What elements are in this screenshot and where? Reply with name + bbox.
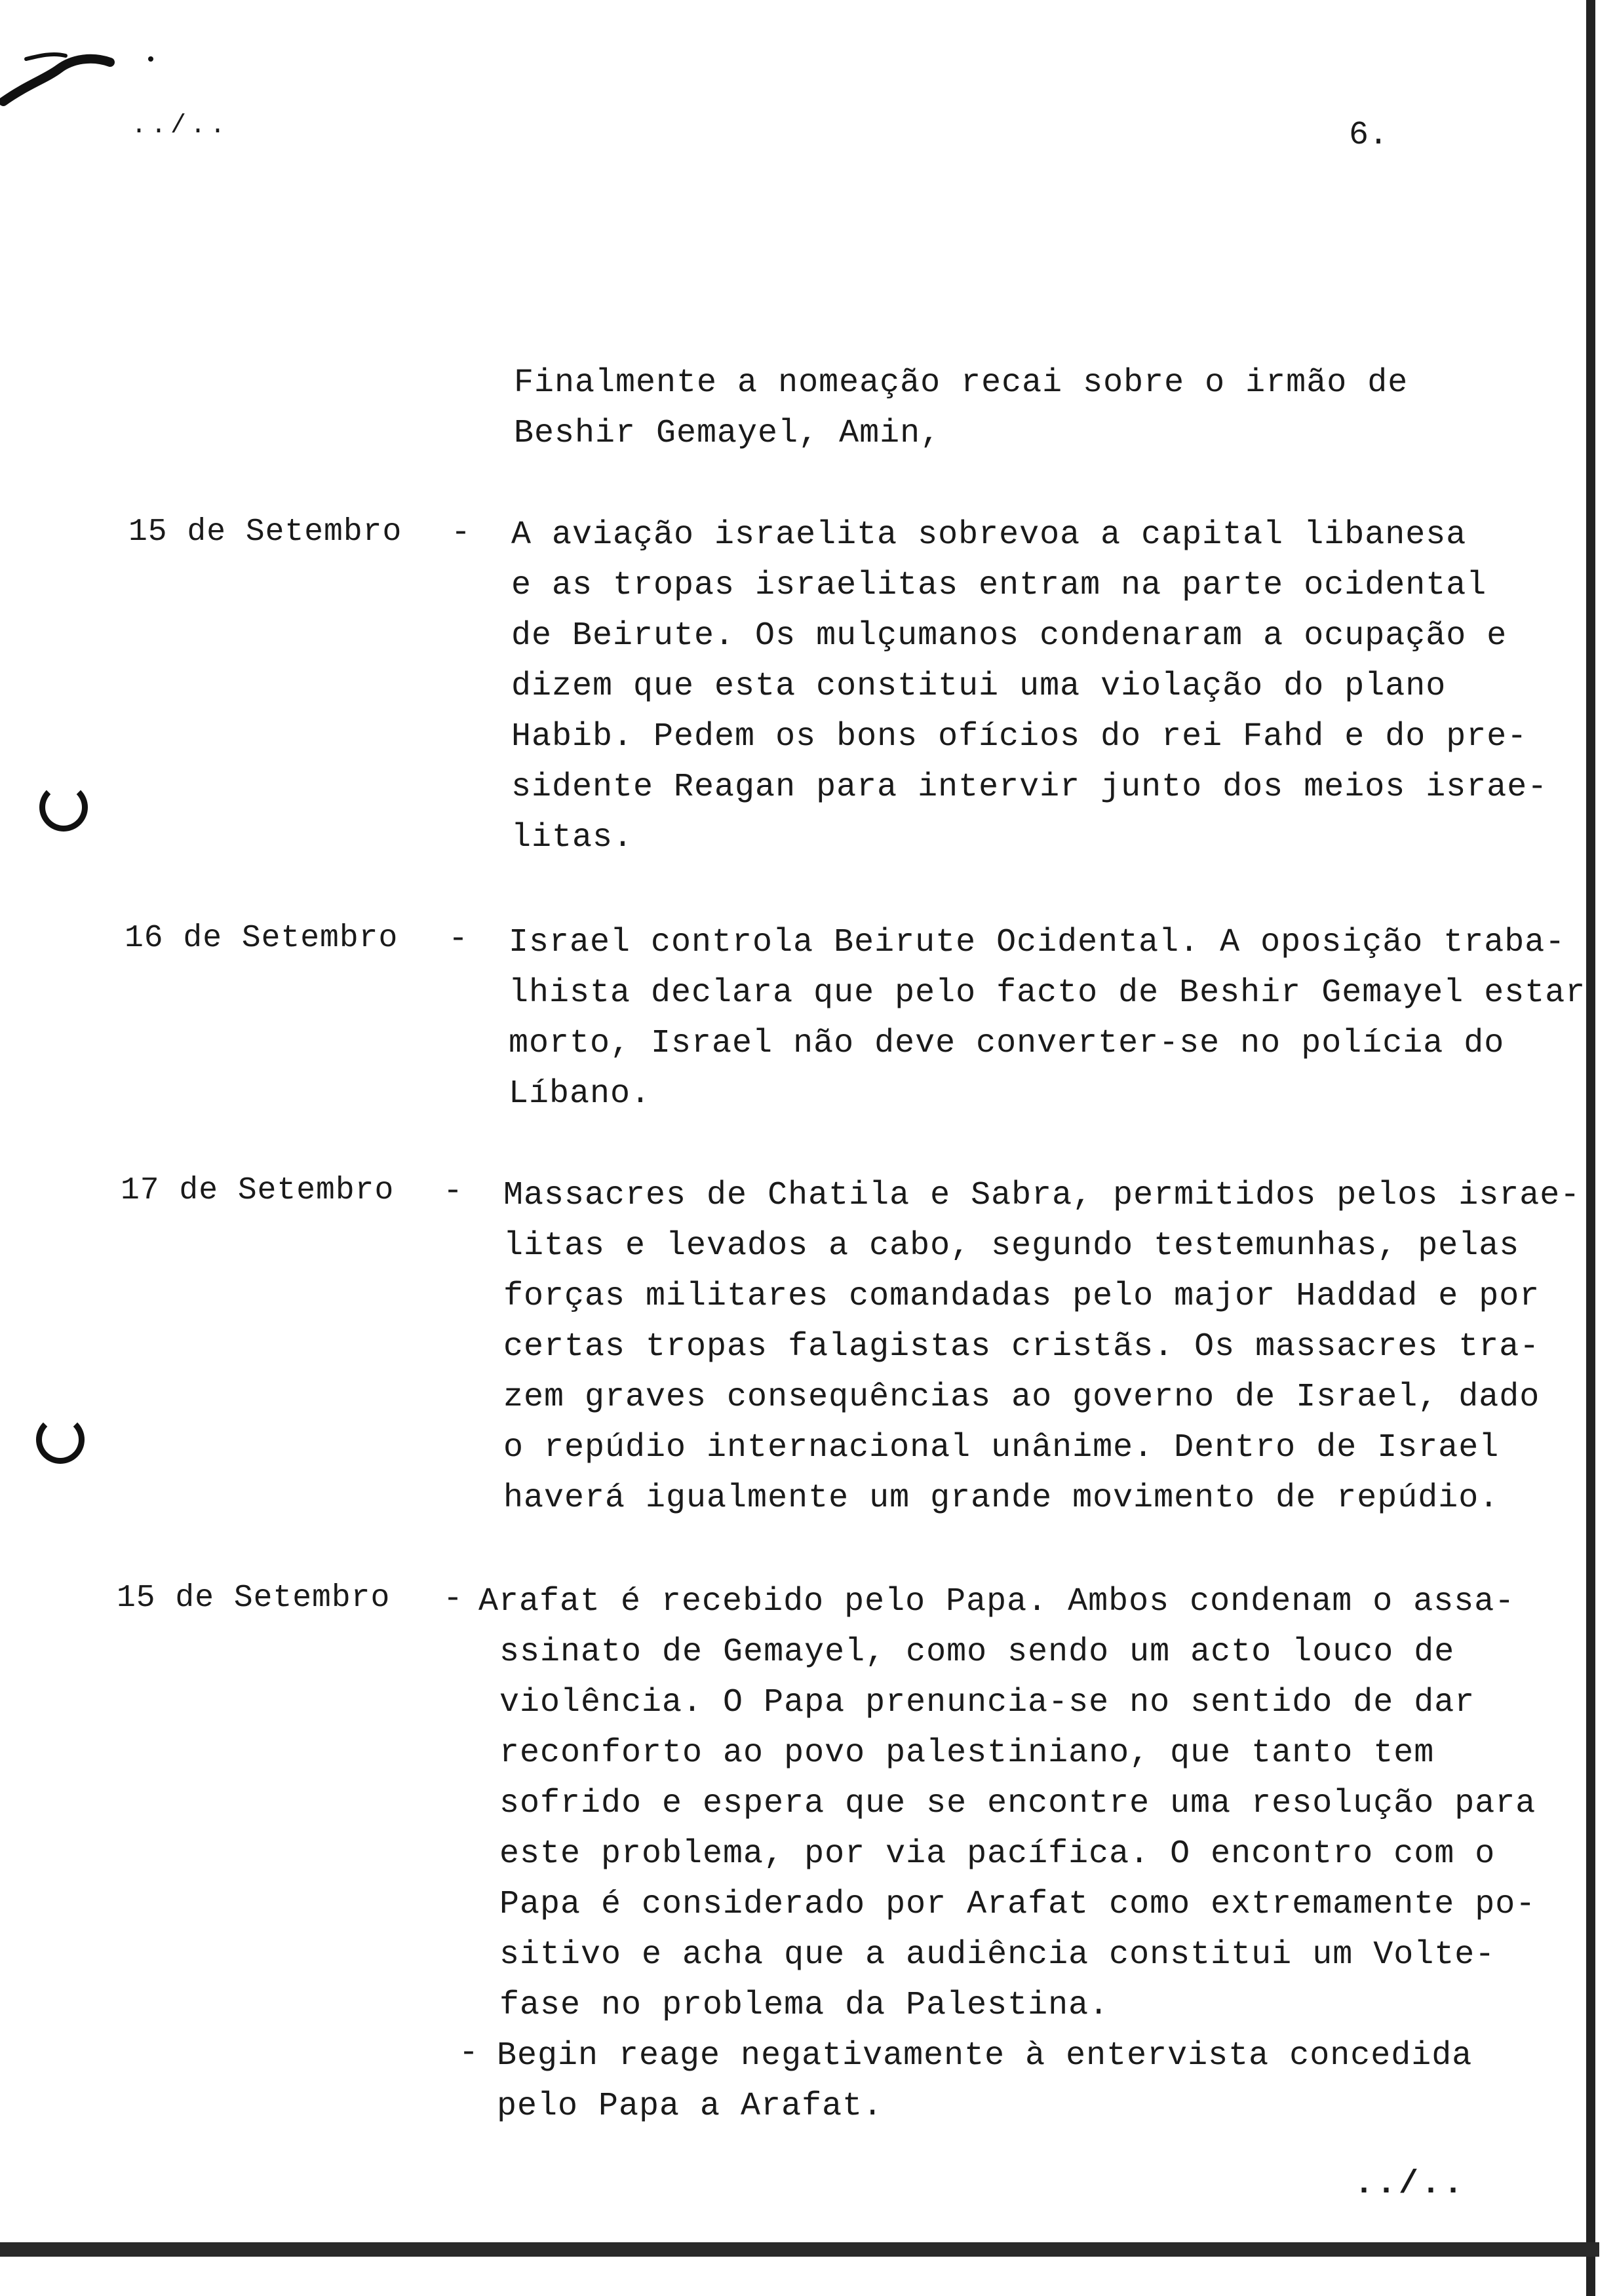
entry-line: morto, Israel não deve converter-se no polícia do (509, 1025, 1505, 1062)
entry-line: sitivo e acha que a audiência constitui um Volte- (499, 1936, 1496, 1974)
entry-dash: - (443, 1580, 463, 1618)
entry-line: A aviação israelita sobrevoa a capital libanesa (511, 516, 1467, 554)
entry-line: violência. O Papa prenuncia-se no sentido de dar (499, 1684, 1475, 1721)
entry-line: Habib. Pedem os bons ofícios do rei Fahd e do pre- (511, 718, 1528, 756)
entry-date: 15 de Setembro (128, 514, 402, 550)
entry-line: fase no problema da Palestina. (499, 1987, 1110, 2024)
entry-line: haverá igualmente um grande movimento de repúdio. (503, 1480, 1500, 1517)
pen-mark-icon (0, 39, 157, 111)
entry-line: dizem que esta constitui uma violação do plano (511, 668, 1447, 705)
entry-date: 17 de Setembro (121, 1173, 395, 1208)
entry-dash: - (448, 921, 469, 958)
entry-date: 15 de Setembro (117, 1580, 391, 1616)
intro-line: Finalmente a nomeação recai sobre o irmão de (514, 364, 1409, 402)
entry-line: Arafat é recebido pelo Papa. Ambos condenam o assa- (478, 1583, 1515, 1620)
entry-line: lhista declara que pelo facto de Beshir Gemayel estar (509, 974, 1586, 1012)
entry-line: de Beirute. Os mulçumanos condenaram a ocupação e (511, 617, 1508, 655)
entry-line: o repúdio internacional unânime. Dentro de Israel (503, 1429, 1500, 1466)
sub-entry-line: pelo Papa a Arafat. (497, 2088, 884, 2125)
sub-entry-line: Begin reage negativamente à entervista concedida (497, 2037, 1473, 2075)
entry-date: 16 de Setembro (125, 921, 399, 956)
entry-line: forças militares comandadas pelo major Haddad e por (503, 1278, 1540, 1315)
entry-dash: - (451, 514, 471, 552)
scan-bottom-border (0, 2242, 1599, 2257)
entry-line: litas. (511, 819, 634, 856)
punch-hole-icon (39, 783, 88, 832)
entry-line: Líbano. (509, 1075, 652, 1113)
continuation-marker-top: ../.. (131, 111, 230, 141)
entry-line: Israel controla Beirute Ocidental. A oposição traba- (509, 924, 1566, 961)
entry-line: zem graves consequências ao governo de Israel, dado (503, 1379, 1540, 1416)
entry-line: este problema, por via pacífica. O encontro com o (499, 1835, 1496, 1873)
entry-line: ssinato de Gemayel, como sendo um acto louco de (499, 1634, 1455, 1671)
page-number: 6. (1349, 117, 1389, 154)
entry-line: Papa é considerado por Arafat como extremamente po- (499, 1886, 1536, 1923)
entry-line: reconforto ao povo palestiniano, que tanto tem (499, 1734, 1435, 1772)
entry-line: e as tropas israelitas entram na parte ocidental (511, 567, 1487, 604)
entry-line: Massacres de Chatila e Sabra, permitidos pelos israe- (503, 1177, 1581, 1214)
continuation-marker-bottom: ../.. (1354, 2166, 1466, 2203)
entry-line: sofrido e espera que se encontre uma resolução para (499, 1785, 1536, 1822)
entry-dash: - (443, 1173, 463, 1210)
punch-hole-icon (36, 1415, 85, 1464)
intro-line: Beshir Gemayel, Amin, (514, 415, 941, 452)
entry-line: certas tropas falagistas cristãs. Os massacres tra- (503, 1328, 1540, 1366)
scan-right-border (1586, 0, 1595, 2296)
entry-line: sidente Reagan para intervir junto dos meios israe- (511, 769, 1548, 806)
sub-entry-dash: - (459, 2035, 479, 2072)
entry-line: litas e levados a cabo, segundo testemunhas, pelas (503, 1227, 1520, 1265)
